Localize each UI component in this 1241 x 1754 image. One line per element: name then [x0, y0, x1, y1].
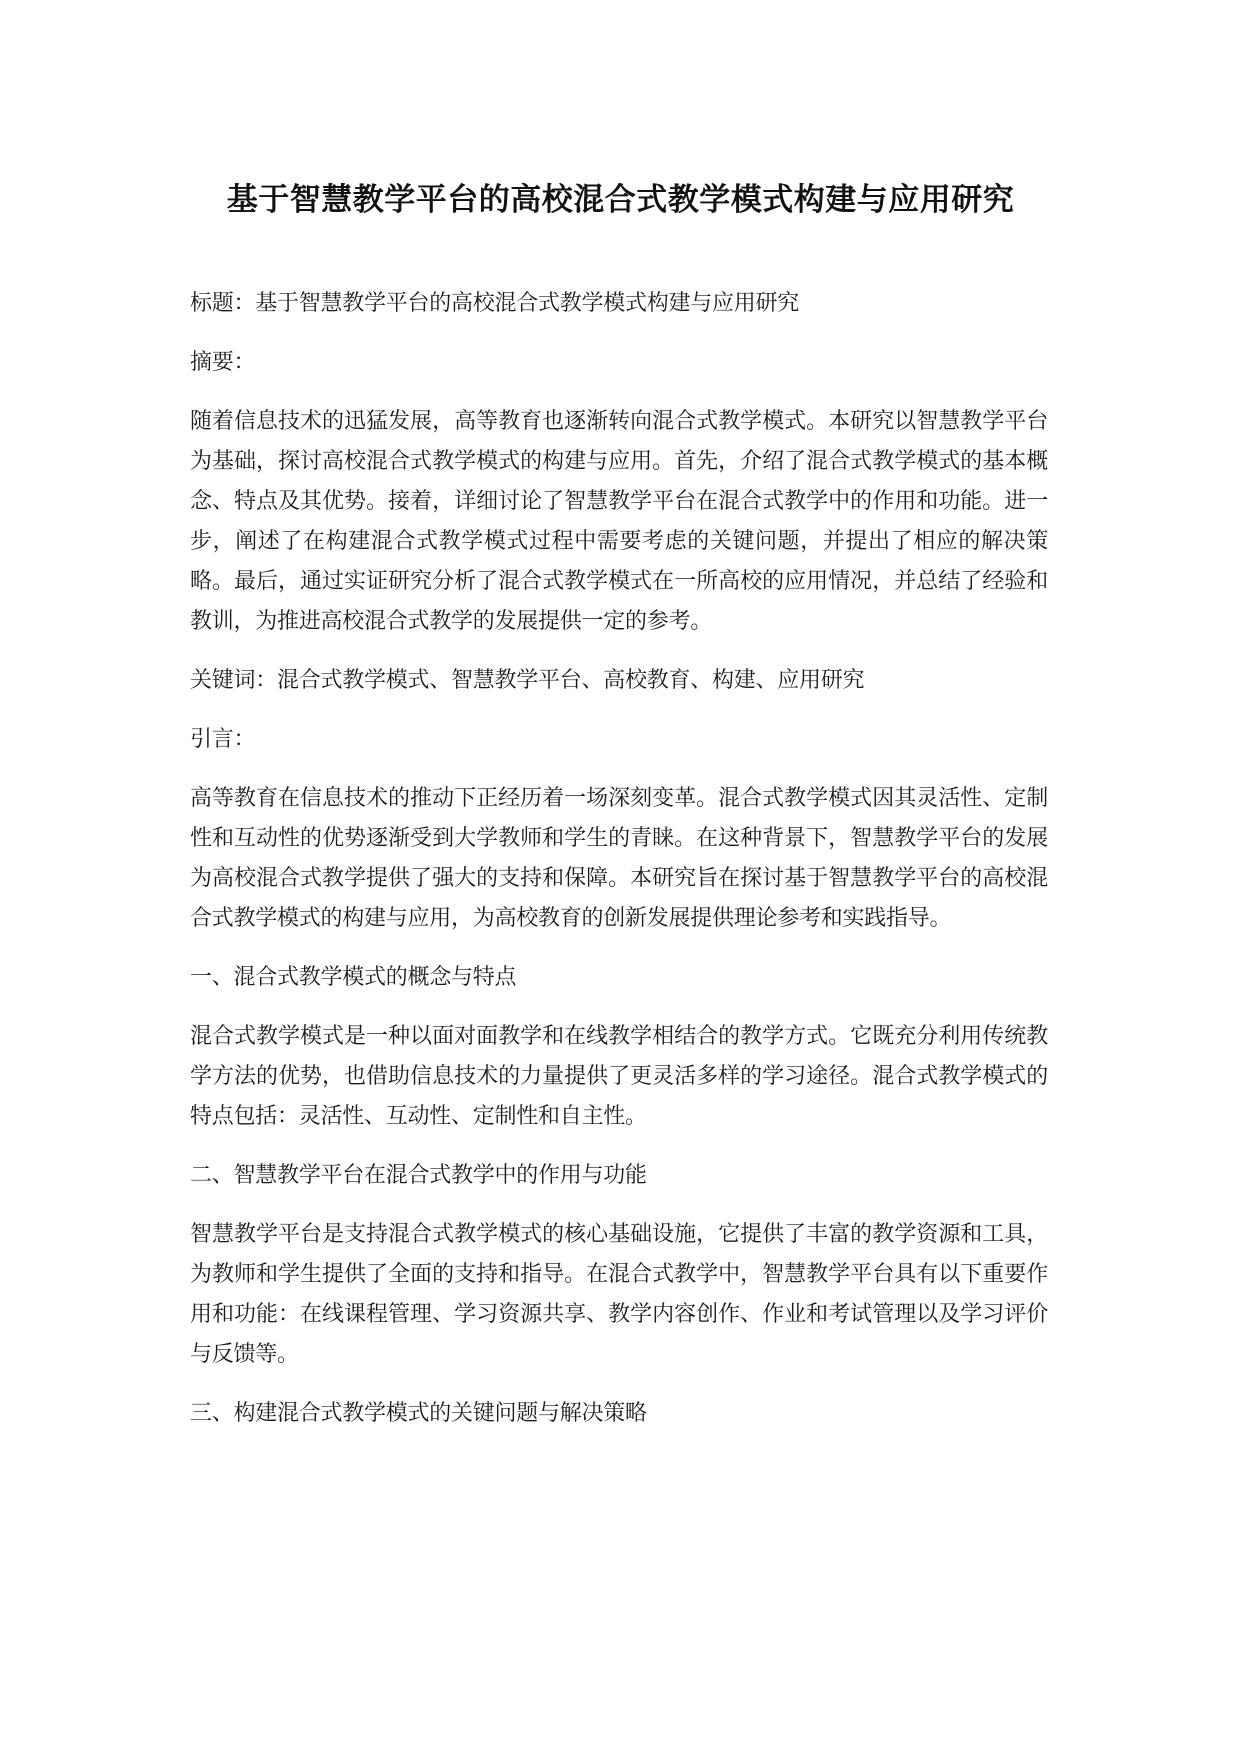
document-body — [190, 284, 1048, 1453]
section-2-paragraph: 智慧教学平台是支持混合式教学模式的核心基础设施，它提供了丰富的教学资源和工具，为教师和学生提供了全面的支持和指导。在混合式教学中，智慧教学平台具有以下重要作用和功能：在线课程管理、学习资源共享、教学内容创作、作业和考试管理以及学习评价与反馈等。 — [190, 1222, 1048, 1367]
section-1-heading: 一、混合式教学模式的概念与特点 — [190, 965, 517, 990]
abstract-heading: 摘要： — [190, 350, 256, 375]
section-3-heading: 三、构建混合式教学模式的关键问题与解决策略 — [190, 1401, 647, 1426]
intro-paragraph: 高等教育在信息技术的推动下正经历着一场深刻变革。混合式教学模式因其灵活性、定制性和互动性的优势逐渐受到大学教师和学生的青睐。在这种背景下，智慧教学平台的发展为高校混合式教学提供了强大的支持和保障。本研究旨在探讨基于智慧教学平台的高校混合式教学模式的构建与应用，为高校教育的创新发展提供理论参考和实践指导。 — [190, 786, 1048, 931]
section-1-paragraph: 混合式教学模式是一种以面对面教学和在线教学相结合的教学方式。它既充分利用传统教学方法的优势，也借助信息技术的力量提供了更灵活多样的学习途径。混合式教学模式的特点包括：灵活性、互动性、定制性和自主性。 — [190, 1024, 1048, 1129]
intro-heading: 引言： — [190, 727, 256, 752]
section-2-heading: 二、智慧教学平台在混合式教学中的作用与功能 — [190, 1163, 647, 1188]
title-line: 标题：基于智慧教学平台的高校混合式教学模式构建与应用研究 — [190, 291, 800, 316]
abstract-paragraph: 随着信息技术的迅猛发展，高等教育也逐渐转向混合式教学模式。本研究以智慧教学平台为基础，探讨高校混合式教学模式的构建与应用。首先，介绍了混合式教学模式的基本概念、特点及其优势。接着，详细讨论了智慧教学平台在混合式教学中的作用和功能。进一步，阐述了在构建混合式教学模式过程中需要考虑的关键问题，并提出了相应的解决策略。最后，通过实证研究分析了混合式教学模式在一所高校的应用情况，并总结了经验和教训，为推进高校混合式教学的发展提供一定的参考。 — [190, 409, 1048, 634]
keywords-line: 关键词：混合式教学模式、智慧教学平台、高校教育、构建、应用研究 — [190, 668, 865, 693]
document-title: 基于智慧教学平台的高校混合式教学模式构建与应用研究 — [226, 182, 1015, 218]
